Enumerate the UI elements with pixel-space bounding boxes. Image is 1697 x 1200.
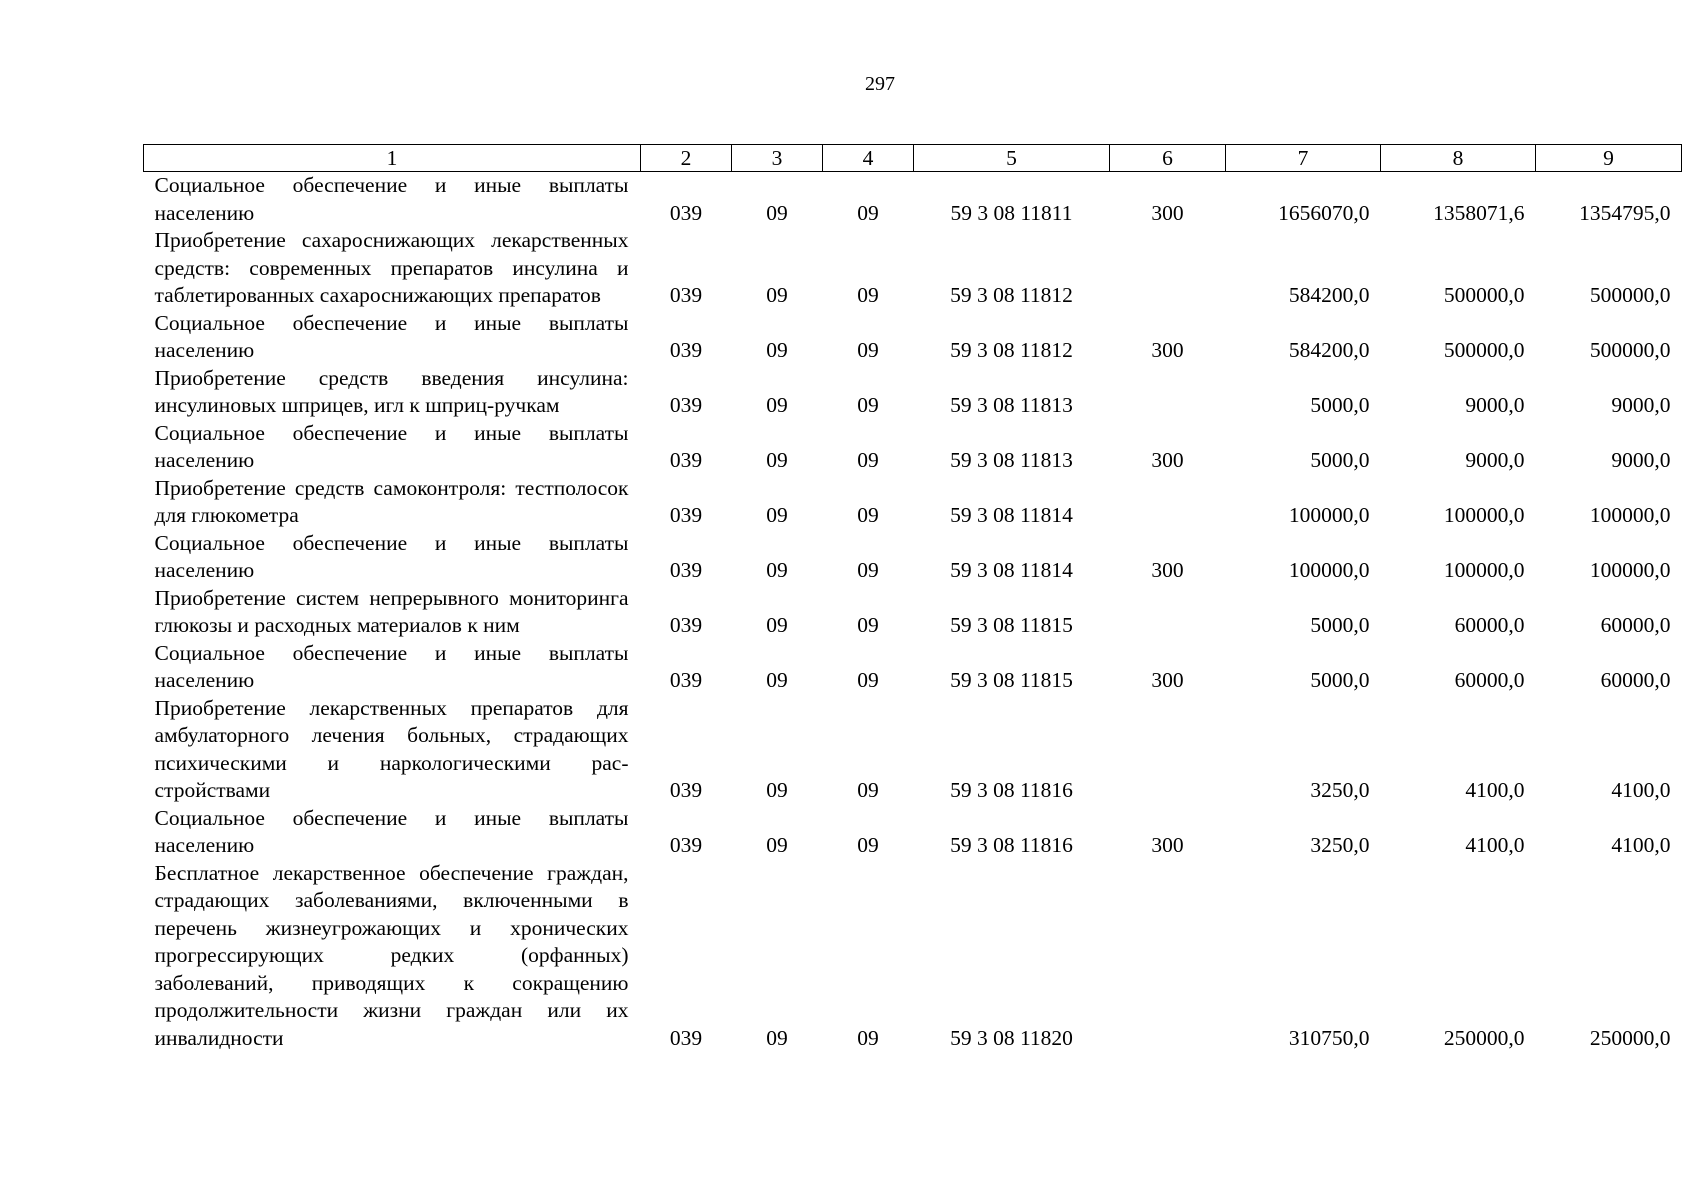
item-name: Социальное обеспечение и иные выплаты населению — [154, 640, 629, 692]
ministry-code: 039 — [669, 613, 703, 637]
amount-col8: 500000,0 — [1443, 338, 1525, 362]
subsection-code: 09 — [857, 200, 879, 225]
expense-type-code: 300 — [1151, 338, 1184, 362]
table-body — [144, 172, 1682, 1053]
column-header: 2 — [641, 145, 732, 172]
target-article-code: 59 3 08 11815 — [950, 668, 1073, 692]
target-article-code: 59 3 08 11813 — [950, 448, 1073, 472]
section-code: 09 — [766, 448, 788, 472]
expense-type-code — [1110, 860, 1226, 1053]
expense-type-code — [1110, 475, 1226, 530]
column-header: 4 — [823, 145, 914, 172]
amount-col8: 9000,0 — [1465, 448, 1525, 472]
subsection-code: 09 — [857, 558, 879, 582]
column-header: 1 — [144, 145, 641, 172]
amount-col8: 4100,0 — [1465, 778, 1525, 802]
table-row — [144, 860, 1682, 1053]
target-article-code: 59 3 08 11811 — [950, 200, 1073, 225]
target-article-code: 59 3 08 11814 — [950, 503, 1073, 527]
expense-type-code: 300 — [1151, 833, 1184, 857]
table-row — [144, 475, 1682, 530]
column-header: 8 — [1381, 145, 1536, 172]
amount-col9: 100000,0 — [1589, 558, 1671, 582]
expense-type-code: 300 — [1151, 668, 1184, 692]
subsection-code: 09 — [857, 338, 879, 362]
subsection-code: 09 — [857, 503, 879, 527]
ministry-code: 039 — [669, 558, 703, 582]
amount-col7: 5000,0 — [1310, 393, 1370, 417]
table-row — [144, 695, 1682, 805]
table-row — [144, 585, 1682, 640]
amount-col7: 100000,0 — [1288, 503, 1370, 527]
column-header: 3 — [732, 145, 823, 172]
table-row — [144, 805, 1682, 860]
page-number: 297 — [865, 73, 895, 95]
expense-type-code — [1110, 585, 1226, 640]
amount-col9: 4100,0 — [1611, 778, 1671, 802]
amount-col7: 1656070,0 — [1278, 200, 1370, 225]
section-code: 09 — [766, 613, 788, 637]
amount-col9: 250000,0 — [1589, 1025, 1671, 1050]
amount-col8: 4100,0 — [1465, 833, 1525, 857]
expense-type-code — [1110, 695, 1226, 805]
target-article-code: 59 3 08 11816 — [950, 833, 1073, 857]
subsection-code: 09 — [857, 448, 879, 472]
expense-type-code — [1110, 227, 1226, 310]
amount-col9: 9000,0 — [1611, 393, 1671, 417]
ministry-code: 039 — [669, 338, 703, 362]
item-name: Социальное обеспечение и иные выплаты населению — [154, 420, 629, 472]
item-name: Социальное обеспечение и иные выплаты населению — [154, 805, 629, 857]
amount-col8: 9000,0 — [1465, 393, 1525, 417]
subsection-code: 09 — [857, 613, 879, 637]
item-name: Социальное обеспечение и иные выплаты населению — [154, 173, 629, 225]
amount-col8: 100000,0 — [1443, 558, 1525, 582]
target-article-code: 59 3 08 11815 — [950, 613, 1073, 637]
amount-col7: 5000,0 — [1310, 448, 1370, 472]
item-name: Приобретение систем непрерывного мониторинга глюкозы и расходных материалов к ним — [154, 585, 629, 637]
amount-col7: 310750,0 — [1288, 1025, 1370, 1050]
column-number-header — [144, 145, 1682, 172]
table-row — [144, 172, 1682, 228]
section-code: 09 — [766, 200, 788, 225]
table-row — [144, 365, 1682, 420]
section-code: 09 — [766, 393, 788, 417]
section-code: 09 — [766, 668, 788, 692]
expense-type-code — [1110, 365, 1226, 420]
subsection-code: 09 — [857, 393, 879, 417]
column-header: 6 — [1110, 145, 1226, 172]
amount-col7: 584200,0 — [1288, 283, 1370, 307]
amount-col8: 500000,0 — [1443, 283, 1525, 307]
target-article-code: 59 3 08 11812 — [950, 283, 1073, 307]
section-code: 09 — [766, 503, 788, 527]
table-row — [144, 640, 1682, 695]
item-name: Приобретение лекарственных препаратов для амбулаторного лечения больных, страдающих психическими и наркологическими расстройствами — [154, 695, 629, 802]
amount-col9: 60000,0 — [1600, 613, 1671, 637]
expense-type-code: 300 — [1151, 200, 1184, 225]
table-row — [144, 227, 1682, 310]
budget-table — [143, 144, 1682, 1052]
ministry-code: 039 — [669, 503, 703, 527]
amount-col7: 584200,0 — [1288, 338, 1370, 362]
column-header: 7 — [1226, 145, 1381, 172]
column-header: 5 — [914, 145, 1110, 172]
section-code: 09 — [766, 833, 788, 857]
target-article-code: 59 3 08 11813 — [950, 393, 1073, 417]
ministry-code: 039 — [669, 1025, 703, 1050]
target-article-code: 59 3 08 11816 — [950, 778, 1073, 802]
amount-col7: 5000,0 — [1310, 613, 1370, 637]
section-code: 09 — [766, 283, 788, 307]
target-article-code: 59 3 08 11812 — [950, 338, 1073, 362]
amount-col8: 1358071,6 — [1433, 200, 1525, 225]
amount-col8: 60000,0 — [1454, 613, 1525, 637]
ministry-code: 039 — [669, 283, 703, 307]
amount-col7: 3250,0 — [1310, 833, 1370, 857]
amount-col9: 1354795,0 — [1579, 200, 1671, 225]
ministry-code: 039 — [669, 778, 703, 802]
table-row — [144, 530, 1682, 585]
item-name: Бесплатное лекарственное обеспечение граждан, страдающих заболеваниями, включенными в перечень жизнеугрожающих и хронических прогрессирующих редких (орфанных) заболеваний, приводящих к сокращению продолжительности жизни граждан или их инвалидности — [154, 860, 629, 1050]
subsection-code: 09 — [857, 668, 879, 692]
table-row — [144, 310, 1682, 365]
expense-type-code: 300 — [1151, 558, 1184, 582]
expense-type-code: 300 — [1151, 448, 1184, 472]
subsection-code: 09 — [857, 283, 879, 307]
amount-col9: 9000,0 — [1611, 448, 1671, 472]
amount-col9: 60000,0 — [1600, 668, 1671, 692]
ministry-code: 039 — [669, 833, 703, 857]
amount-col9: 100000,0 — [1589, 503, 1671, 527]
table-row — [144, 420, 1682, 475]
target-article-code: 59 3 08 11820 — [950, 1025, 1073, 1050]
amount-col7: 5000,0 — [1310, 668, 1370, 692]
section-code: 09 — [766, 778, 788, 802]
subsection-code: 09 — [857, 833, 879, 857]
subsection-code: 09 — [857, 1025, 879, 1050]
amount-col9: 500000,0 — [1589, 338, 1671, 362]
amount-col9: 4100,0 — [1611, 833, 1671, 857]
ministry-code: 039 — [669, 668, 703, 692]
section-code: 09 — [766, 338, 788, 362]
subsection-code: 09 — [857, 778, 879, 802]
ministry-code: 039 — [669, 448, 703, 472]
ministry-code: 039 — [669, 393, 703, 417]
amount-col8: 100000,0 — [1443, 503, 1525, 527]
target-article-code: 59 3 08 11814 — [950, 558, 1073, 582]
amount-col9: 500000,0 — [1589, 283, 1671, 307]
ministry-code: 039 — [669, 200, 703, 225]
item-name: Социальное обеспечение и иные выплаты населению — [154, 310, 629, 362]
section-code: 09 — [766, 1025, 788, 1050]
item-name: Приобретение средств введения инсулина: инсулиновых шприцев, игл к шприц-ручкам — [154, 365, 629, 417]
amount-col8: 250000,0 — [1443, 1025, 1525, 1050]
column-header: 9 — [1536, 145, 1682, 172]
item-name: Приобретение сахароснижающих лекарственных средств: современных препаратов инсулина и таблетированных сахароснижающих препаратов — [154, 228, 629, 307]
amount-col8: 60000,0 — [1454, 668, 1525, 692]
section-code: 09 — [766, 558, 788, 582]
amount-col7: 100000,0 — [1288, 558, 1370, 582]
item-name: Социальное обеспечение и иные выплаты населению — [154, 530, 629, 582]
amount-col7: 3250,0 — [1310, 778, 1370, 802]
item-name: Приобретение средств самоконтроля: тестполосок для глюкометра — [154, 475, 629, 527]
